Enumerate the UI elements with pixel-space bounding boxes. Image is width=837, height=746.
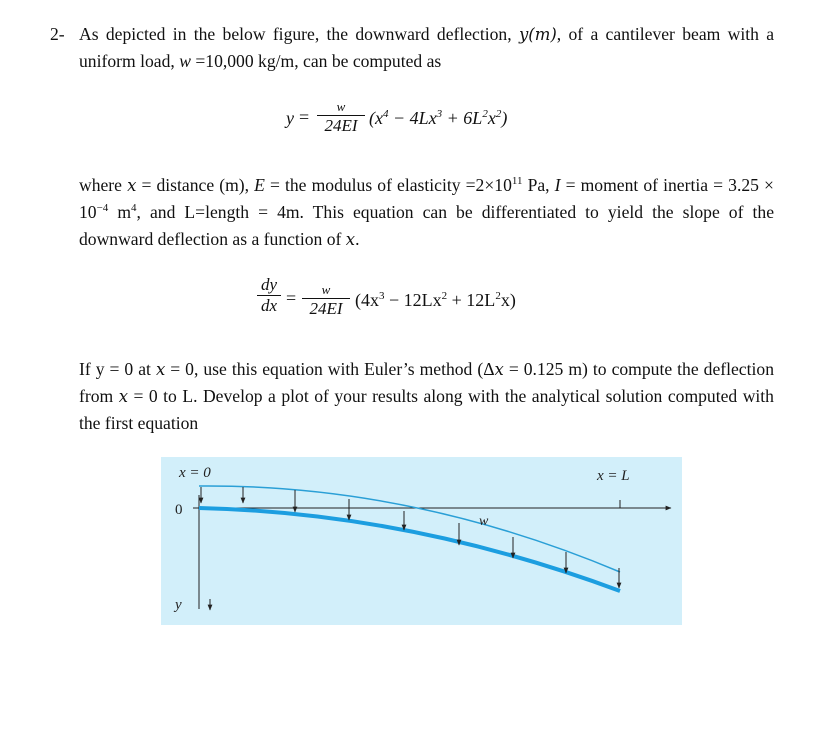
label-x-L: x = L [597,468,630,484]
label-x-zero: x = 0 [179,465,211,481]
eq2-fraction [302,283,350,318]
beam-undeflected [199,486,620,572]
eq2-dy: dy [260,275,278,294]
question-number: 2- [50,24,65,44]
eq2-equals: = [286,288,297,308]
definitions-paragraph: where x = distance (m), E = the modulus of elasticity $=2\times 10^{11}$ Pa, I = moment of inertia = $3.25 \times 10^{-4}$ $m^4$, and L=length = 4m. This equation can be differentiated to yield the slope of the downward deflection as a function of x. [79,175,774,249]
eq1-denominator: 24EI [324,116,358,135]
y-variable: y(m) [518,25,557,44]
eq1-numerator: w [336,99,346,114]
eq1-fraction [317,100,365,135]
intro-text-1: As depicted in the below figure, the downward deflection, [79,24,512,44]
x-variable-2: x [345,230,356,249]
eq1-equals: = [299,107,310,127]
eq2-dx: dx [260,296,278,315]
eq2-numerator: w [321,282,331,297]
E-variable: E [254,175,265,195]
intro-paragraph [79,21,774,75]
eq1-polynomial: $(x^4 - 4Lx^3 + 6L^2x^2)$ [369,108,508,128]
eq1-lhs: y [286,108,294,128]
x-variable: x [127,176,137,195]
I-variable: I [554,175,561,195]
cantilever-beam-figure [161,457,682,625]
label-zero: 0 [175,502,183,518]
eq2-derivative [257,276,281,315]
load-value: =10,000 kg/m, can be computed as [195,51,442,71]
intro-text-2: , of a cantilever beam with a uniform load, [79,24,775,71]
w-variable: w [179,51,191,71]
load-arrows [201,487,619,588]
label-w: w [479,514,489,529]
label-y: y [175,597,182,613]
eq2-denominator: 24EI [309,299,343,318]
eq2-polynomial: $(4x^3 - 12Lx^2 + 12L^2x)$ [355,290,516,310]
task-paragraph: If y = 0 at x = 0, use this equation with Euler’s method (Δx = 0.125 m) to compute the deflection from x = 0 to L. Develop a plot of your results along with the analytical solution computed with the first equation [79,359,774,433]
beam-diagram [161,457,682,625]
beam-deflected [199,508,620,591]
